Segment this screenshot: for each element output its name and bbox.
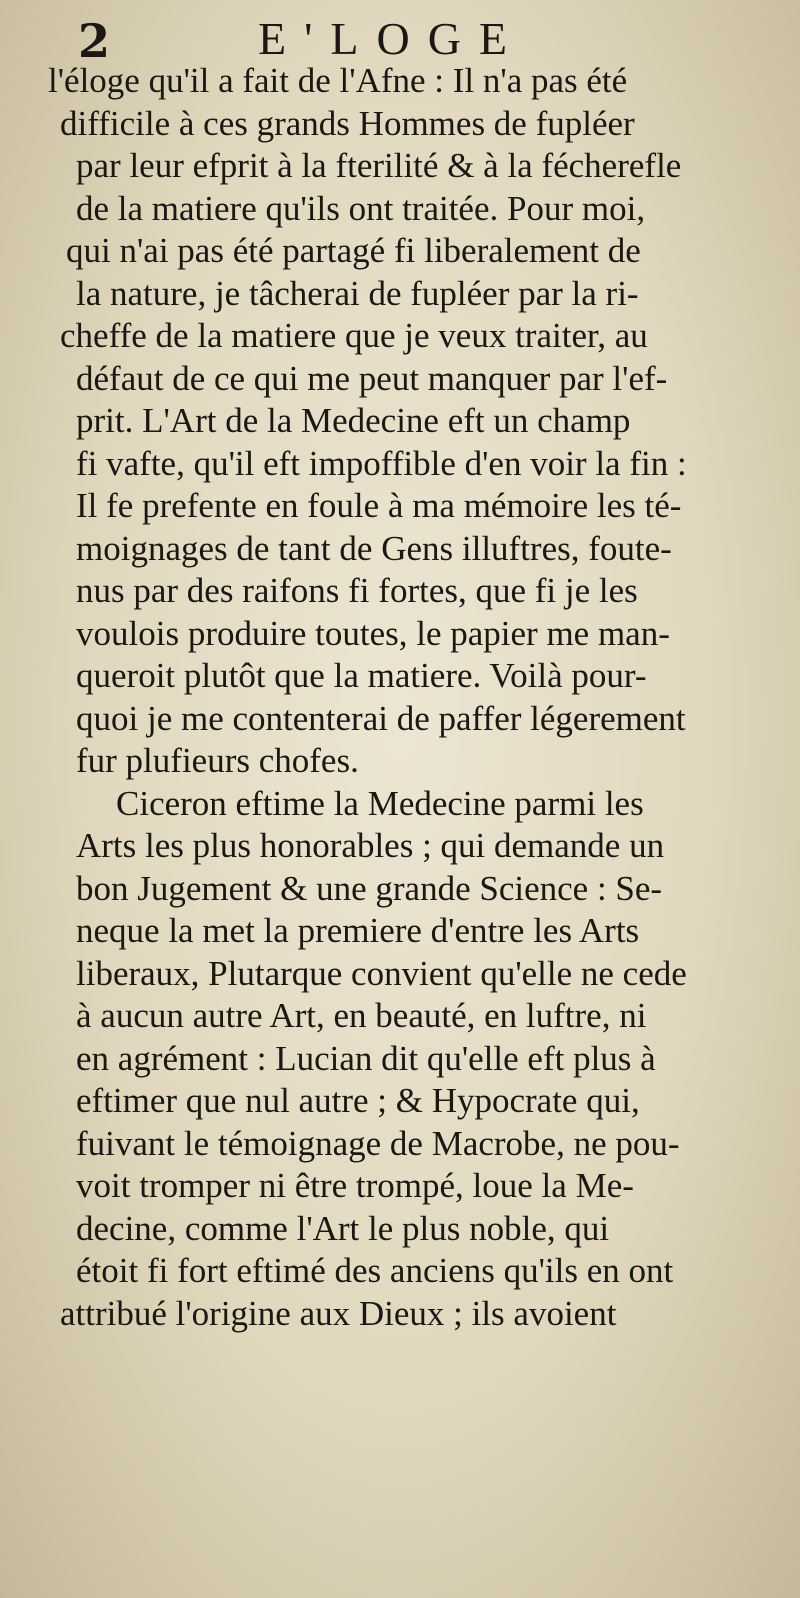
text-line: nus par des raifons fi fortes, que fi je les [76, 571, 638, 610]
text-line: fuivant le témoignage de Macrobe, ne pou- [76, 1123, 680, 1163]
text-line: fi vafte, qu'il eft impoffible d'en voir la fin : [76, 443, 687, 483]
text-line: cheffe de la matiere que je veux traiter, au [60, 316, 648, 355]
text-line: queroit plutôt que la matiere. Voilà pour- [76, 656, 647, 695]
text-line: attribué l'origine aux Dieux ; ils avoient [60, 1293, 617, 1333]
text-line: défaut de ce qui me peut manquer par l'ef- [76, 358, 668, 398]
text-line: de la matiere qu'ils ont traitée. Pour moi, [76, 188, 646, 228]
text-line: Arts les plus honorables ; qui demande un [76, 826, 665, 865]
text-line: qui n'ai pas été partagé fi liberalement de [66, 231, 641, 270]
text-line: par leur efprit à la fterilité & à la fécherefle [76, 146, 682, 185]
text-line: voit tromper ni être trompé, loue la Me- [76, 1166, 634, 1205]
text-line: moignages de tant de Gens illuftres, foute- [76, 528, 672, 568]
page-number: 2 [78, 14, 111, 68]
running-title: E'LOGE [258, 13, 526, 64]
body-text [48, 60, 780, 1335]
text-line: étoit fi fort eftimé des anciens qu'ils en ont [76, 1251, 674, 1290]
text-line: Ciceron eftime la Medecine parmi les [116, 783, 644, 823]
text-line: la nature, je tâcherai de fupléer par la ri- [76, 273, 639, 313]
page-header [0, 8, 800, 68]
text-line: prit. L'Art de la Medecine eft un champ [76, 401, 631, 440]
text-line: l'éloge qu'il a fait de l'Afne : Il n'a pas été [48, 61, 628, 100]
text-line: liberaux, Plutarque convient qu'elle ne cede [76, 953, 687, 993]
text-line: difficile à ces grands Hommes de fupléer [60, 103, 635, 143]
text-line: à aucun autre Art, en beauté, en luftre, ni [76, 996, 647, 1035]
text-line: en agrément : Lucian dit qu'elle eft plus à [76, 1038, 656, 1078]
text-line: Il fe prefente en foule à ma mémoire les té- [76, 486, 682, 525]
text-line: decine, comme l'Art le plus noble, qui [76, 1208, 610, 1248]
text-line: quoi je me contenterai de paffer légerement [76, 698, 686, 738]
text-line: bon Jugement & une grande Science : Se- [76, 868, 663, 908]
text-line: eftimer que nul autre ; & Hypocrate qui, [76, 1081, 640, 1120]
text-line: fur plufieurs chofes. [76, 741, 359, 780]
text-line: voulois produire toutes, le papier me man- [76, 613, 670, 653]
text-line: neque la met la premiere d'entre les Arts [76, 911, 640, 950]
